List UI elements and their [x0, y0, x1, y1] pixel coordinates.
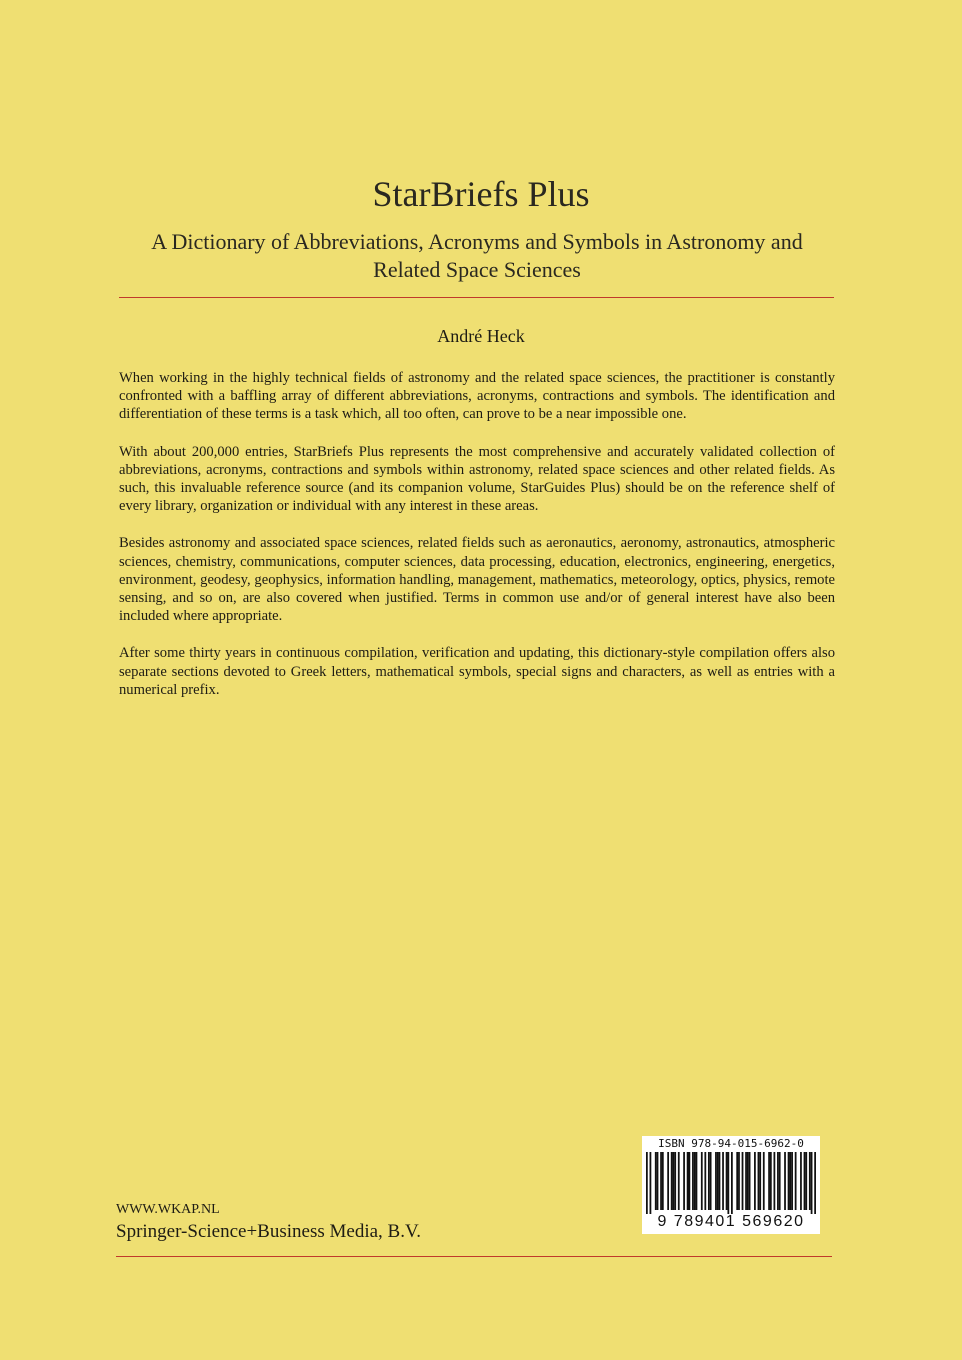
bottom-divider	[116, 1256, 832, 1257]
barcode-bar	[749, 1152, 751, 1210]
barcode-bar	[795, 1152, 797, 1210]
barcode-bar	[789, 1152, 791, 1210]
barcode-bar	[650, 1152, 652, 1214]
blurb-paragraph: When working in the highly technical fields of astronomy and the related space sciences, the practitioner is constantly confronted with a baffling array of different abbreviations, acronyms, contractions and symbols. The identification and differentiation of these terms is a task which, all too often, can prove to be a near impossible one.	[119, 370, 835, 423]
barcode-bar	[758, 1152, 760, 1210]
barcode-bar	[694, 1152, 696, 1210]
barcode-bar	[791, 1152, 793, 1210]
barcode-bar	[747, 1152, 749, 1210]
barcode-bar	[717, 1152, 719, 1210]
barcode-bar	[662, 1152, 664, 1210]
book-subtitle: A Dictionary of Abbreviations, Acronyms and Symbols in Astronomy and Related Space Sciences	[151, 229, 803, 282]
barcode-bar	[777, 1152, 779, 1210]
barcode-bar	[770, 1152, 772, 1210]
barcode-bar	[727, 1152, 729, 1214]
isbn-label: ISBN 978-94-015-6962-0	[658, 1137, 804, 1150]
barcode-bar	[754, 1152, 756, 1210]
barcode-bar	[774, 1152, 776, 1210]
blurb	[119, 369, 835, 718]
barcode-bar	[722, 1152, 724, 1210]
barcode-bar	[646, 1152, 648, 1214]
barcode-bar	[736, 1152, 738, 1210]
book-title: StarBriefs Plus	[372, 174, 590, 214]
barcode-bar	[683, 1152, 685, 1210]
barcode-bar	[738, 1152, 740, 1210]
barcode-bar	[667, 1152, 669, 1210]
publisher-website: WWW.WKAP.NL	[116, 1202, 220, 1217]
barcode-bar	[696, 1152, 698, 1210]
blurb-paragraph: With about 200,000 entries, StarBriefs Plus represents the most comprehensive and accurately validated collection of abbreviations, acronyms, contractions and symbols within astronomy, related space sciences and other related fields. As such, this invaluable reference source (and its companion volume, StarGuides Plus) should be on the reference shelf of every library, organization or individual with any interest in these areas.	[119, 443, 835, 515]
publisher-name: Springer-Science+Business Media, B.V.	[116, 1221, 421, 1242]
barcode-bar	[809, 1152, 811, 1210]
barcode-bar	[814, 1152, 816, 1214]
barcode-bar	[811, 1152, 813, 1214]
barcode-bar	[745, 1152, 747, 1210]
barcode-bar	[660, 1152, 662, 1210]
barcode-bar	[719, 1152, 721, 1210]
barcode-bar	[805, 1152, 807, 1210]
barcode-bar	[788, 1152, 790, 1210]
barcode-bar	[779, 1152, 781, 1210]
barcode-bar	[763, 1152, 765, 1210]
barcode-bar	[742, 1152, 744, 1210]
barcode-bar	[710, 1152, 712, 1210]
barcode-bar	[687, 1152, 689, 1210]
barcode-bar	[731, 1152, 733, 1214]
barcode-bar	[673, 1152, 675, 1210]
barcode-bar	[784, 1152, 786, 1210]
barcode-bar	[800, 1152, 802, 1210]
blurb-paragraph: Besides astronomy and associated space sciences, related fields such as aeronautics, aeronomy, astronautics, atmospheric sciences, chemistry, communications, computer sciences, data processing, education, electronics, engineering, energetics, environment, geodesy, geophysics, information handling, management, mathematics, meteorology, optics, physics, remote sensing, and so on, are also covered when justified. Terms in common use and/or of general interest have also been included where appropriate.	[119, 535, 835, 625]
barcode-bar	[678, 1152, 680, 1210]
barcode-bar	[655, 1152, 657, 1210]
barcode-bar	[689, 1152, 691, 1210]
barcode-number: 9 789401 569620	[657, 1213, 805, 1230]
barcode-bar	[759, 1152, 761, 1210]
blurb-paragraph: After some thirty years in continuous compilation, verification and updating, this dictionary-style compilation offers also separate sections devoted to Greek letters, mathematical symbols, special signs and characters, as well as entries with a numerical prefix.	[119, 645, 835, 698]
barcode-bar	[674, 1152, 676, 1210]
barcode-icon	[646, 1152, 816, 1214]
barcode-bar	[804, 1152, 806, 1210]
top-divider	[119, 297, 834, 298]
barcode-bar	[726, 1152, 728, 1210]
barcode-bar	[768, 1152, 770, 1210]
barcode-bar	[715, 1152, 717, 1210]
barcode-bar	[708, 1152, 710, 1210]
isbn-barcode	[642, 1136, 820, 1234]
barcode-bar	[701, 1152, 703, 1210]
barcode-bar	[671, 1152, 673, 1210]
barcode-bar	[692, 1152, 694, 1210]
author-name: André Heck	[437, 326, 525, 346]
barcode-bar	[704, 1152, 706, 1210]
barcode-bar	[657, 1152, 659, 1210]
